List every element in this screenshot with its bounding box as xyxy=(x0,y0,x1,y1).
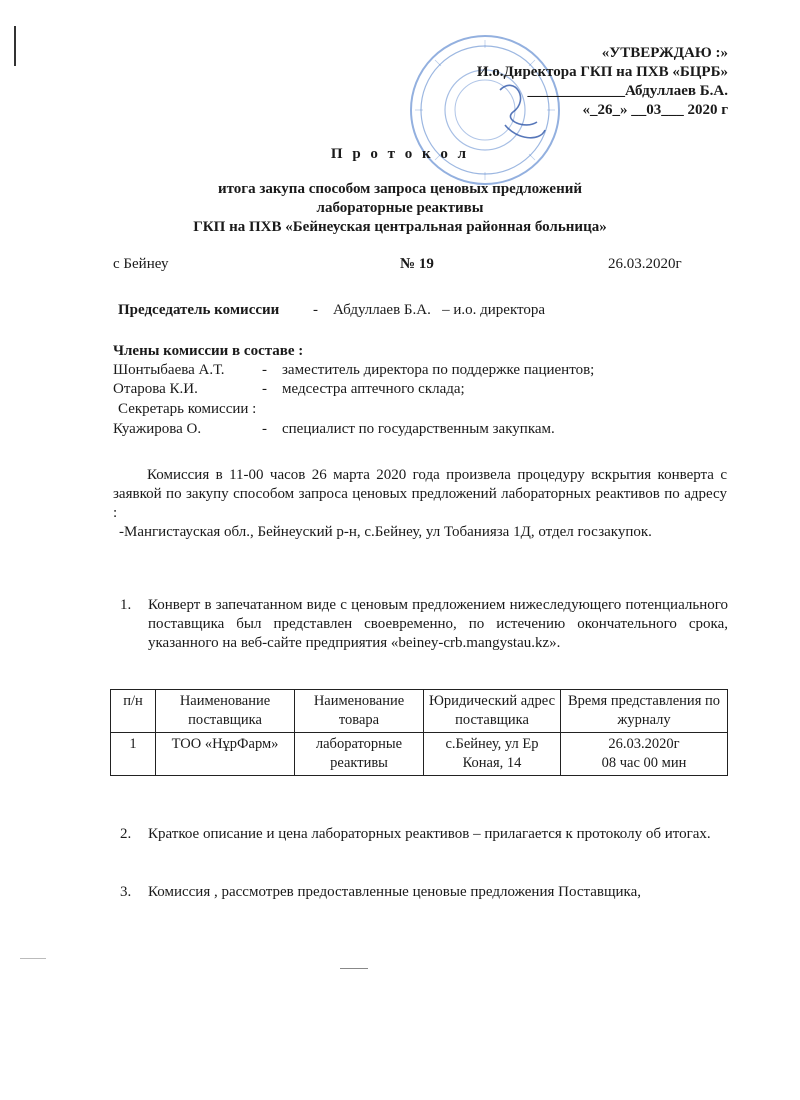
members-label: Члены комиссии в составе : xyxy=(113,343,304,359)
cell-time-date: 26.03.2020г xyxy=(608,736,680,752)
list-item-number: 2. xyxy=(120,826,132,842)
table-row xyxy=(111,733,728,776)
cell-address: с.Бейнеу, ул Ер Коная, 14 xyxy=(424,733,561,776)
col-header-goods: Наименование товара xyxy=(295,690,424,733)
secretary-role: - специалист по государственным закупкам. xyxy=(262,421,555,437)
list-item-number: 3. xyxy=(120,884,132,900)
document-title: П р о т о к о л xyxy=(330,146,470,162)
scan-artifact xyxy=(20,958,46,959)
cell-goods: лабораторные реактивы xyxy=(295,733,424,776)
member-1-name: Шонтыбаева А.Т. xyxy=(113,362,225,378)
col-header-supplier: Наименование поставщика xyxy=(156,690,295,733)
member-2-role: - медсестра аптечного склада; xyxy=(262,381,465,397)
approval-date: «_26_» __03___ 2020 г xyxy=(582,102,728,118)
col-header-time: Время представления по журналу xyxy=(561,690,728,733)
subtitle-line-3: ГКП на ПХВ «Бейнеуская центральная районная больница» xyxy=(193,219,607,235)
chair-label: Председатель комиссии xyxy=(118,302,280,318)
meta-date: 26.03.2020г xyxy=(608,256,682,272)
table-header-row xyxy=(111,690,728,733)
list-item-text: Конверт в запечатанном виде с ценовым предложением нижеследующего потенциального поставщика был представлен своевременно, по истечению окончательного срока, указанного на веб-сайте предприятия «beiney-crb.mangystau.kz». xyxy=(148,597,728,651)
subtitle-line-1: итога закупа способом запроса ценовых предложений xyxy=(217,181,583,197)
secretary-name: Куажирова О. xyxy=(113,421,202,437)
approval-signature-line: _____________Абдуллаев Б.А. xyxy=(527,83,728,99)
cell-time-hour: 08 час 00 мин xyxy=(601,755,687,771)
chair-value: - Абдуллаев Б.А. – и.о. директора xyxy=(313,302,546,318)
address-paragraph: -Мангистауская обл., Бейнеуский р-н, с.Бейнеу, ул Тобанияза 1Д, отдел госзакупок. xyxy=(119,524,652,540)
approval-block xyxy=(477,44,728,120)
cell-supplier: ТОО «НұрФарм» xyxy=(156,733,295,776)
list-item-number: 1. xyxy=(120,597,132,613)
list-item-1 xyxy=(120,596,728,653)
scan-artifact xyxy=(340,968,368,969)
approval-heading: «УТВЕРЖДАЮ :» xyxy=(601,45,728,61)
meta-number: № 19 xyxy=(400,256,434,272)
meta-place: с Бейнеу xyxy=(113,256,169,272)
scan-edge-mark xyxy=(14,26,16,66)
secretary-label: Секретарь комиссии : xyxy=(118,401,257,417)
col-header-address: Юридический адрес поставщика xyxy=(424,690,561,733)
intro-paragraph: Комиссия в 11-00 часов 26 марта 2020 года произвела процедуру вскрытия конверта с заявкой по закупу способом запроса ценовых предложений лабораторных реактивов по адресу : xyxy=(113,467,727,521)
col-header-num: п/н xyxy=(111,690,156,733)
list-item-text: Комиссия , рассмотрев предоставленные ценовые предложения Поставщика, xyxy=(148,884,642,900)
list-item-2 xyxy=(120,825,728,844)
list-item-text: Краткое описание и цена лабораторных реактивов – прилагается к протоколу об итогах. xyxy=(148,826,711,842)
cell-num: 1 xyxy=(111,733,156,776)
member-1-role: - заместитель директора по поддержке пациентов; xyxy=(262,362,595,378)
list-item-3 xyxy=(120,883,728,902)
member-2-name: Отарова К.И. xyxy=(113,381,198,397)
cell-time xyxy=(561,733,728,776)
approval-position: И.о.Директора ГКП на ПХВ «БЦРБ» xyxy=(476,64,728,80)
subtitle-line-2: лабораторные реактивы xyxy=(316,200,484,216)
supplier-table xyxy=(110,689,728,776)
